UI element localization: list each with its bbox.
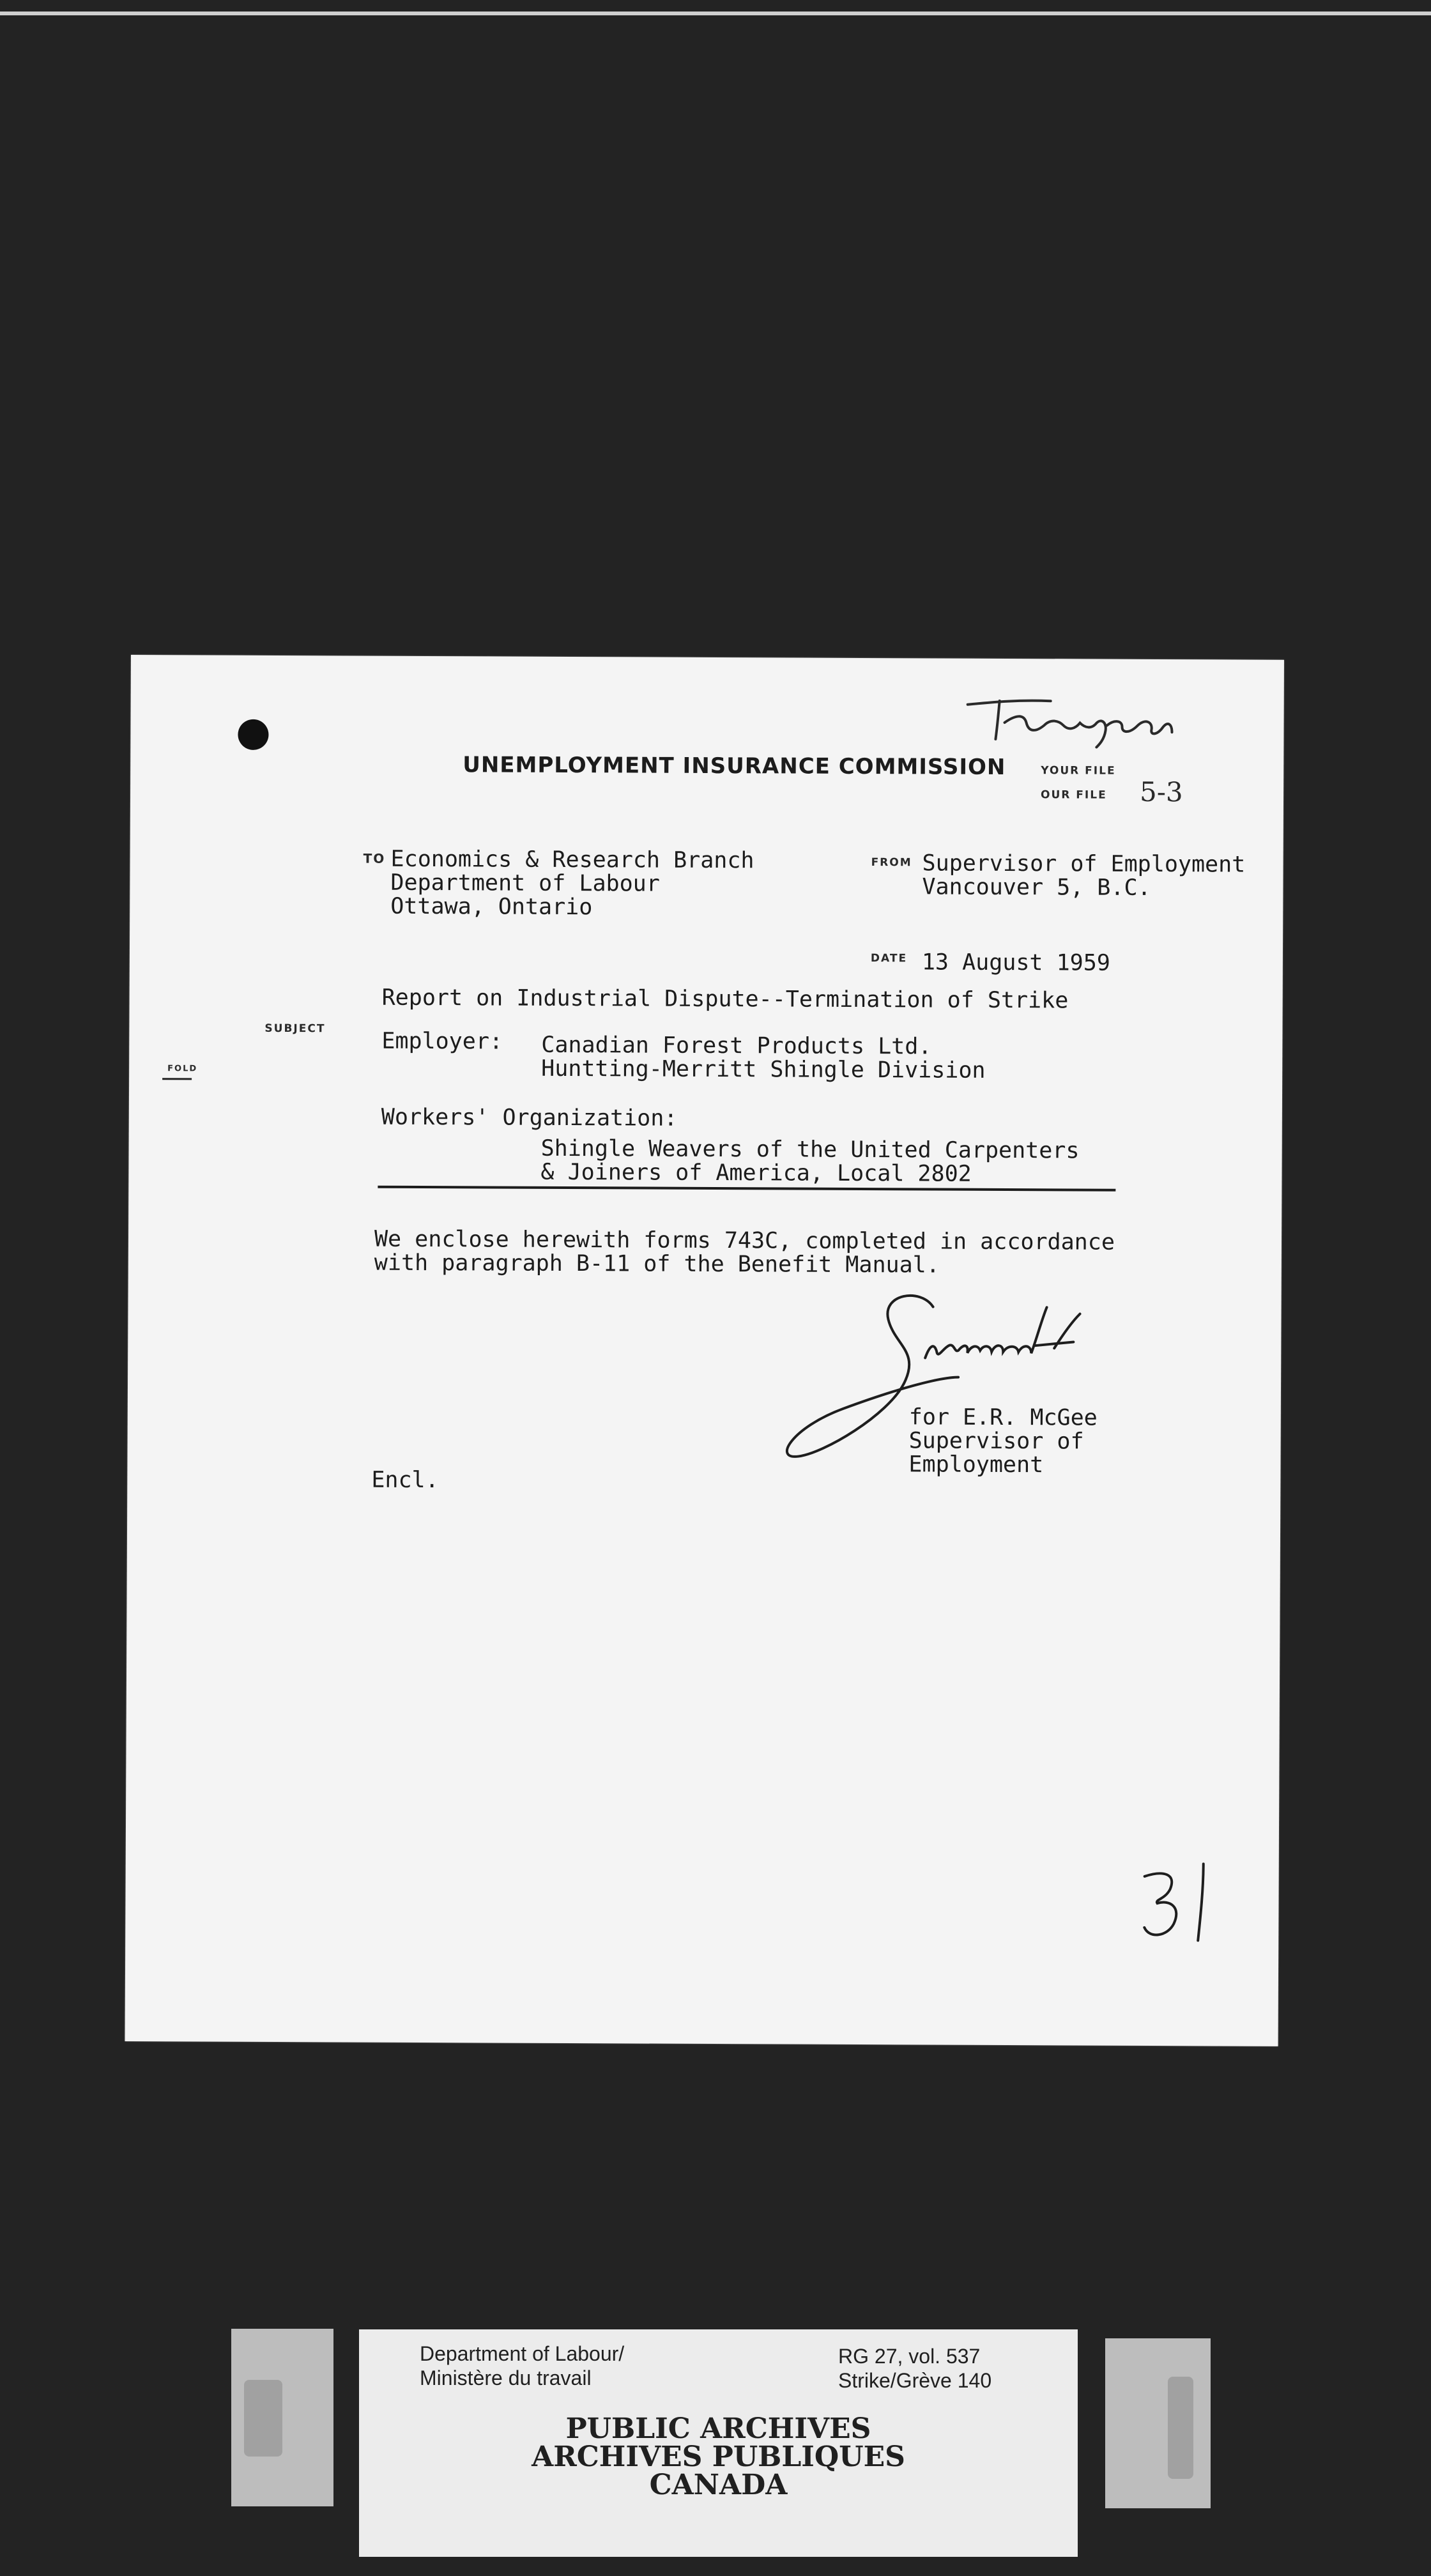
signature-line: for E.R. McGee bbox=[908, 1404, 1098, 1431]
archives-line: CANADA bbox=[649, 2469, 788, 2501]
memo-sheet bbox=[125, 655, 1284, 2046]
handwritten-name bbox=[954, 678, 1184, 749]
subject-line: Report on Industrial Dispute--Termination of Strike bbox=[381, 985, 1069, 1014]
to-line: Department of Labour bbox=[390, 870, 660, 897]
page-mark bbox=[1131, 1857, 1228, 1947]
workers-label: Workers' Organization: bbox=[381, 1104, 678, 1131]
label-tab-left bbox=[231, 2329, 333, 2506]
employer-line: Canadian Forest Products Ltd. bbox=[541, 1032, 932, 1060]
workers-line: Shingle Weavers of the United Carpenters bbox=[540, 1135, 1080, 1164]
dept-line: Department of Labour/ bbox=[420, 2342, 625, 2365]
film-edge bbox=[0, 12, 1431, 15]
archive-label bbox=[359, 2329, 1078, 2557]
our-file-label: OUR FILE bbox=[1041, 788, 1107, 802]
ref-line: RG 27, vol. 537 bbox=[838, 2345, 981, 2368]
ref-line: Strike/Grève 140 bbox=[838, 2369, 992, 2392]
signature-line: Employment bbox=[908, 1452, 1044, 1478]
employer-line: Huntting-Merritt Shingle Division bbox=[541, 1055, 986, 1084]
from-label: FROM bbox=[871, 856, 912, 870]
date-value: 13 August 1959 bbox=[921, 949, 1111, 976]
workers-line: & Joiners of America, Local 2802 bbox=[540, 1159, 972, 1187]
our-file-value: 5-3 bbox=[1139, 776, 1183, 808]
from-line: Supervisor of Employment bbox=[922, 850, 1246, 878]
from-line: Vancouver 5, B.C. bbox=[922, 874, 1151, 901]
punch-hole bbox=[238, 719, 268, 750]
archives-line: PUBLIC ARCHIVES bbox=[565, 2412, 871, 2445]
subject-underline bbox=[378, 1186, 1115, 1192]
header-title: UNEMPLOYMENT INSURANCE COMMISSION bbox=[463, 752, 1006, 780]
to-label: TO bbox=[363, 850, 386, 866]
dept-line: Ministère du travail bbox=[420, 2366, 592, 2389]
to-line: Ottawa, Ontario bbox=[390, 893, 593, 921]
signature-line: Supervisor of bbox=[908, 1428, 1084, 1455]
archives-line: ARCHIVES PUBLIQUES bbox=[532, 2441, 905, 2473]
enclosure: Encl. bbox=[371, 1467, 439, 1494]
subject-label: SUBJECT bbox=[264, 1022, 326, 1036]
archives-stamp bbox=[359, 2412, 1078, 2501]
fold-mark bbox=[162, 1078, 192, 1080]
label-tab-right bbox=[1105, 2338, 1211, 2508]
body-line: We enclose herewith forms 743C, completed in accordance bbox=[374, 1226, 1115, 1255]
your-file-label: YOUR FILE bbox=[1041, 764, 1116, 778]
date-label: DATE bbox=[870, 952, 908, 965]
fold-label: FOLD bbox=[167, 1064, 198, 1074]
employer-label: Employer: bbox=[381, 1028, 503, 1055]
to-line: Economics & Research Branch bbox=[390, 846, 754, 874]
body-line: with paragraph B-11 of the Benefit Manual. bbox=[374, 1250, 940, 1278]
